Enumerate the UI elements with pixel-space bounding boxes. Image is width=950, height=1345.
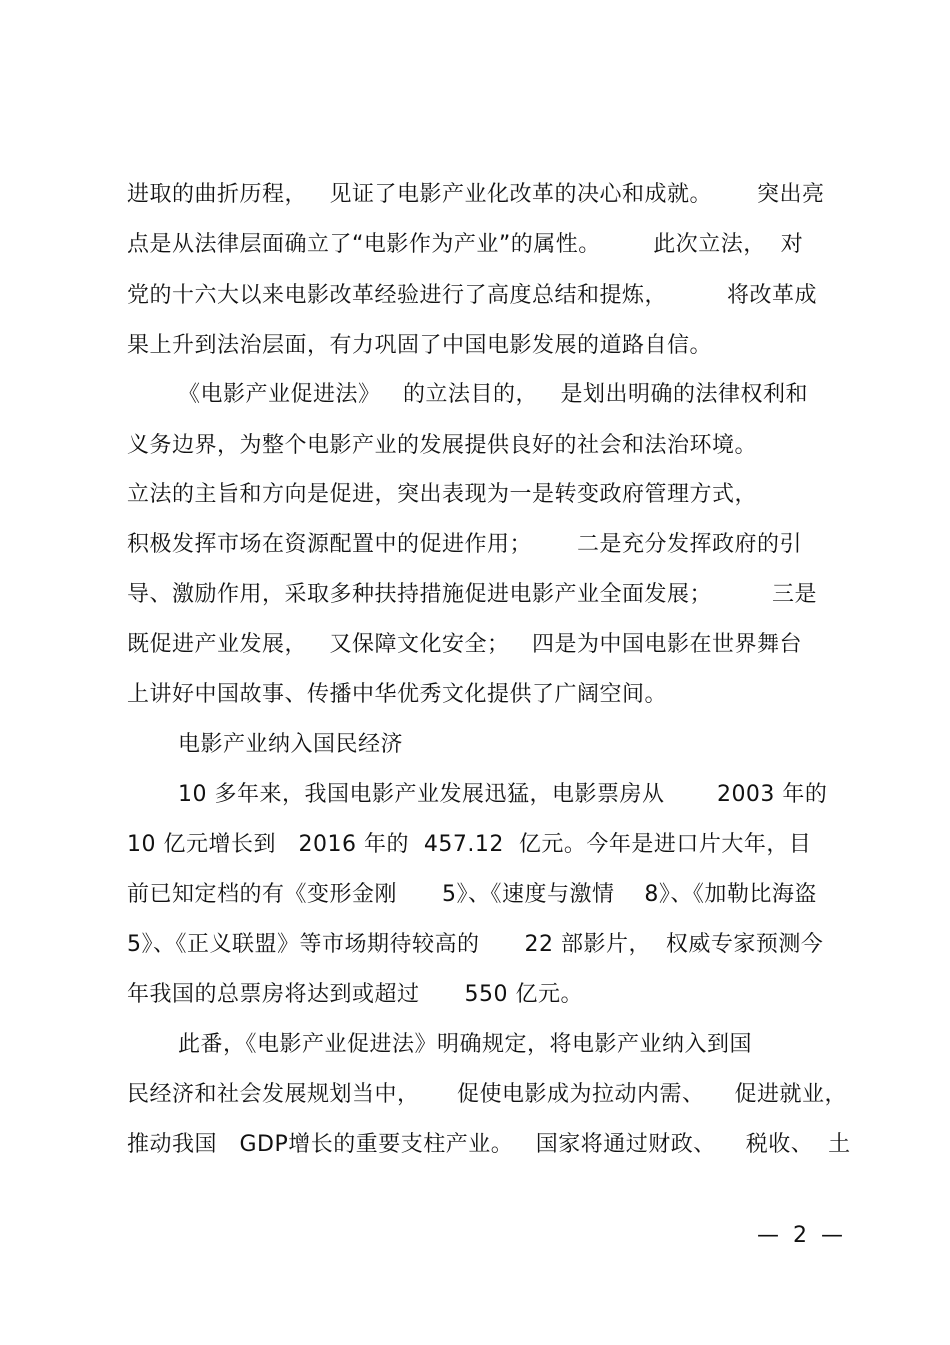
text-line-2: 点是从法律层面确立了“电影作为产业”的属性。 此次立法， 对 [127, 232, 804, 257]
text-line-16: 5》、《正义联盟》等市场期待较高的 22 部影片， 权威专家预测今 [127, 932, 824, 957]
text-line-9: 导、激励作用，采取多种扶持措施促进电影产业全面发展； 三是 [127, 582, 817, 607]
text-line-11: 上讲好中国故事、传播中华优秀文化提供了广阔空间。 [127, 682, 668, 707]
text-line-14: 10 亿元增长到 2016 年的 457.12 亿元。今年是进口片大年，目 [127, 832, 812, 857]
page-number: — 2 — [757, 1223, 843, 1248]
text-line-17: 年我国的总票房将达到或超过 550 亿元。 [127, 982, 583, 1007]
text-line-8: 积极发挥市场在资源配置中的促进作用； 二是充分发挥政府的引 [127, 532, 802, 557]
text-line-19: 民经济和社会发展规划当中， 促使电影成为拉动内需、 促进就业， [127, 1082, 847, 1107]
text-line-15: 前已知定档的有《变形金刚 5》、《速度与激情 8》、《加勒比海盗 [127, 882, 817, 907]
text-line-13: 10 多年来，我国电影产业发展迅猛，电影票房从 2003 年的 [178, 782, 828, 807]
text-line-5: 《电影产业促进法》 的立法目的， 是划出明确的法律权利和 [178, 382, 808, 407]
text-line-4: 果上升到法治层面，有力巩固了中国电影发展的道路自信。 [127, 333, 713, 358]
text-line-10: 既促进产业发展， 又保障文化安全； 四是为中国电影在世界舞台 [127, 632, 802, 657]
text-line-1: 进取的曲折历程， 见证了电影产业化改革的决心和成就。 突出亮 [127, 182, 825, 207]
text-line-6: 义务边界，为整个电影产业的发展提供良好的社会和法治环境。 [127, 433, 758, 458]
section-heading: 电影产业纳入国民经济 [178, 732, 404, 757]
text-line-20: 推动我国 GDP增长的重要支柱产业。 国家将通过财政、 税收、 土 [127, 1132, 851, 1157]
text-line-18: 此番，《电影产业促进法》明确规定，将电影产业纳入到国 [178, 1032, 753, 1057]
text-line-3: 党的十六大以来电影改革经验进行了高度总结和提炼， 将改革成 [127, 283, 817, 308]
text-line-7: 立法的主旨和方向是促进，突出表现为一是转变政府管理方式， [127, 482, 758, 507]
